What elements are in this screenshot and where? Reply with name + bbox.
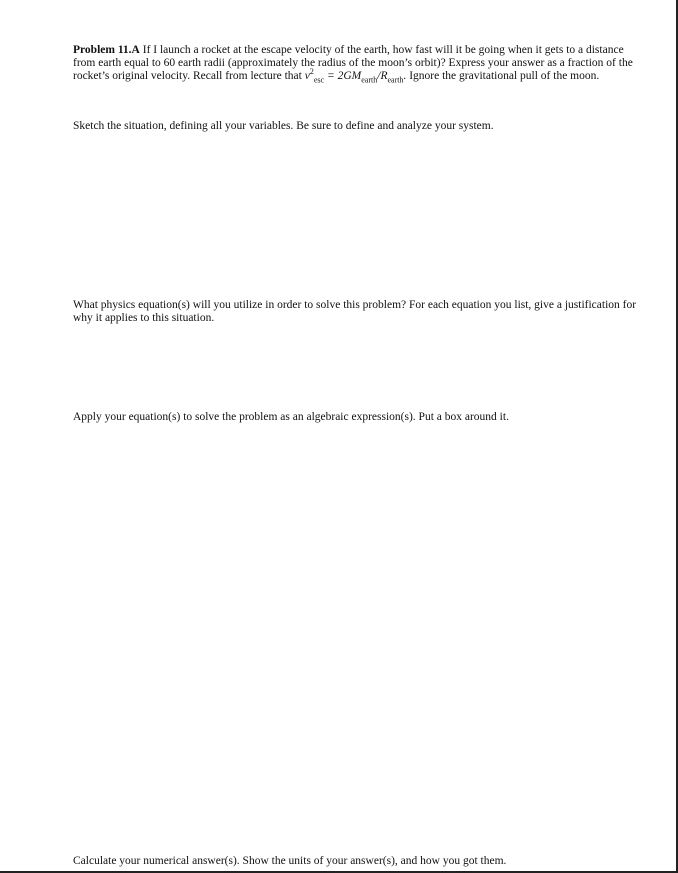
formula-r-subscript: earth bbox=[387, 75, 404, 85]
formula-r: R bbox=[380, 70, 388, 82]
formula-equals: = 2 bbox=[324, 70, 344, 82]
sketch-prompt: Sketch the situation, defining all your variables. Be sure to define and analyze your system. bbox=[73, 120, 494, 132]
formula-m-subscript: earth bbox=[361, 75, 378, 85]
formula-v: v bbox=[304, 70, 310, 82]
problem-text-before: If I launch a rocket at the escape velocity of the earth, how fast will it be going when it gets to a distance from earth equal to 60 earth radii (approximately the radius of the moon’s orbit)? Express your answer as a fraction of the rocket’s original velocity. Recall from lecture that bbox=[73, 44, 633, 82]
problem-statement bbox=[73, 44, 645, 83]
formula-g: G bbox=[343, 70, 352, 82]
equations-prompt: What physics equation(s) will you utilize in order to solve this problem? For each equation you list, give a justification for why it applies to this situation. bbox=[73, 299, 637, 324]
problem-label: Problem 11.A bbox=[73, 44, 140, 56]
formula-m: M bbox=[351, 70, 362, 82]
formula-slash: / bbox=[377, 70, 381, 82]
numerical-prompt: Calculate your numerical answer(s). Show the units of your answer(s), and how you got them. bbox=[73, 855, 507, 867]
formula-v-exponent: 2 bbox=[309, 67, 314, 77]
problem-text-after: Ignore the gravitational pull of the moon. bbox=[409, 70, 600, 82]
formula-v-subscript: esc bbox=[313, 75, 325, 85]
formula-end: . bbox=[403, 70, 407, 82]
escape-velocity-formula bbox=[304, 67, 407, 85]
algebra-prompt: Apply your equation(s) to solve the problem as an algebraic expression(s). Put a box around it. bbox=[73, 411, 509, 423]
